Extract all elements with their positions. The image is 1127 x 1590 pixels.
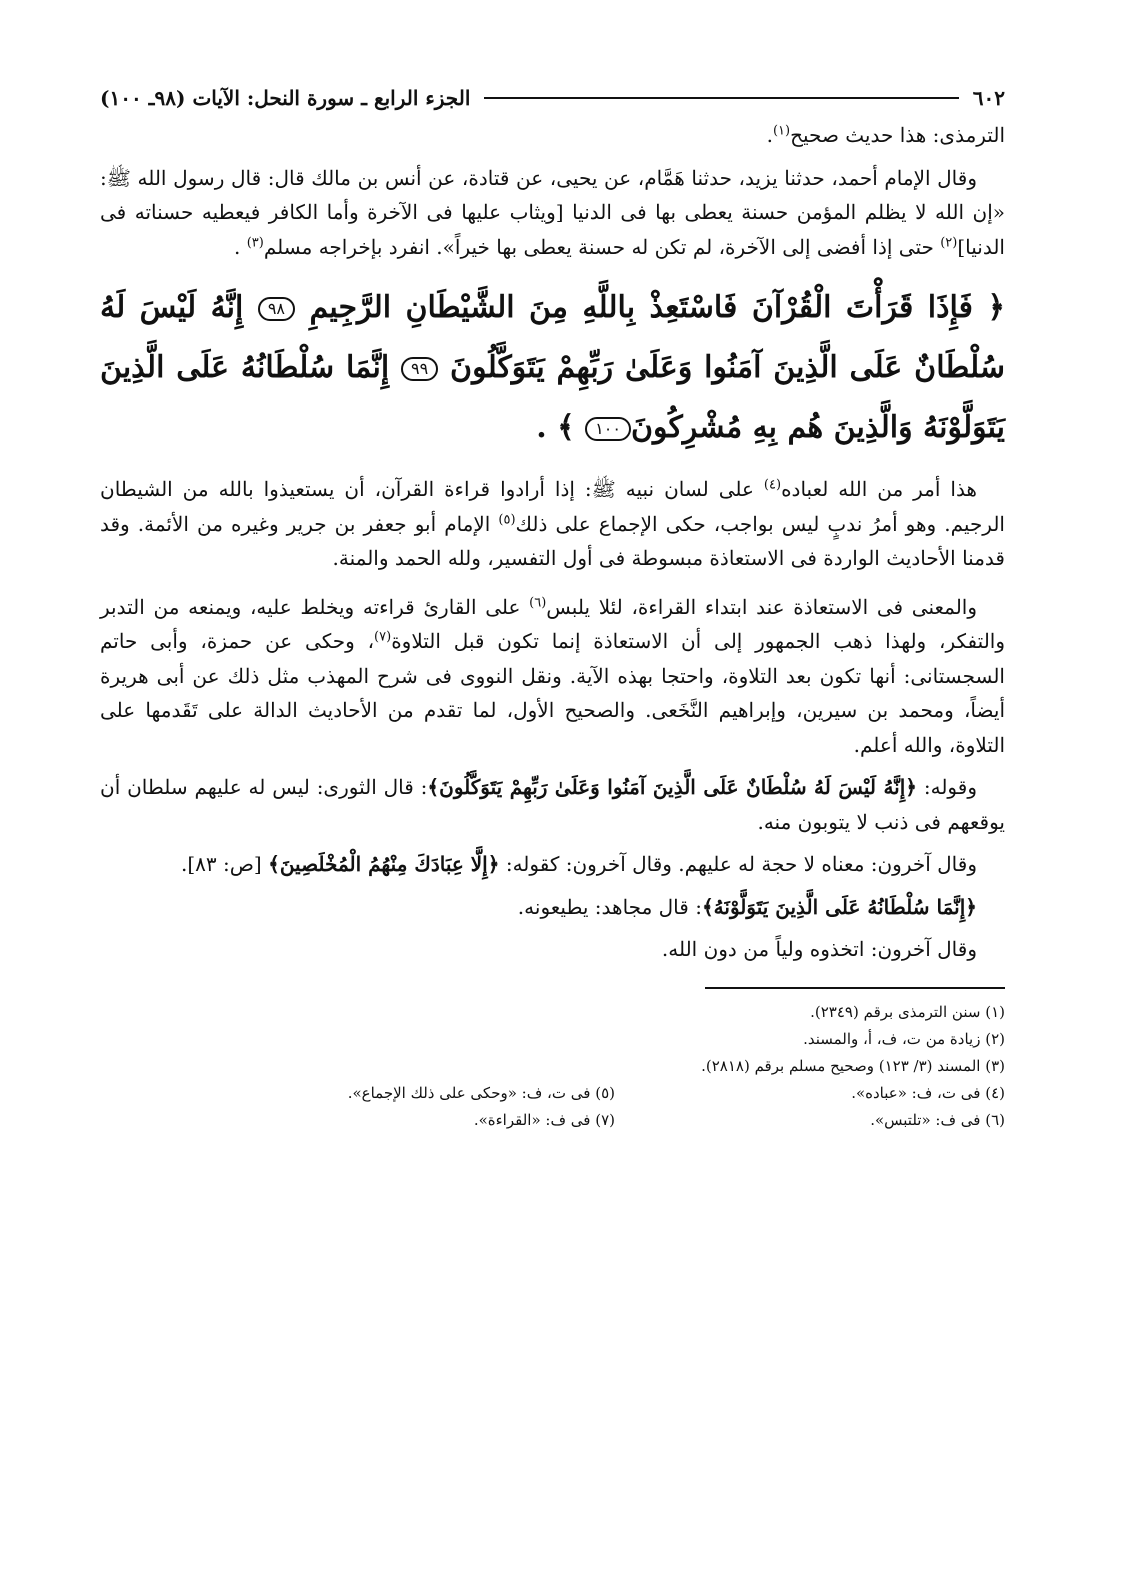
footnote-4: (٤) فى ت، ف: «عباده». xyxy=(851,1083,1005,1102)
ayah-number-98: ٩٨ xyxy=(258,297,295,321)
paragraph-text: والمعنى فى الاستعاذة عند ابتداء القراءة، لئلا يلبس xyxy=(546,594,977,619)
paragraph-command xyxy=(100,472,1005,576)
ayah-number-100: ١٠٠ xyxy=(585,417,631,441)
paragraph-meaning xyxy=(100,590,1005,763)
paragraph-text: الترمذى: هذا حديث صحيح xyxy=(790,123,1005,147)
quran-bracket-open: ﴿ xyxy=(987,290,1006,325)
verse-100: إِنَّمَا سُلْطَانُهُ عَلَى الَّذِينَ يَتَوَلَّوْنَهُ وَالَّذِينَ هُم بِهِ مُشْرِكُونَ xyxy=(100,350,1005,445)
paragraph-thawri xyxy=(100,770,1005,839)
footnote-2: (٢) زيادة من ت، ف، أ، والمسند. xyxy=(803,1029,1005,1048)
running-title: الجزء الرابع ـ سورة النحل: الآيات (٩٨ـ ١٠٠) xyxy=(100,86,471,110)
paragraph-text: وقال آخرون: اتخذوه ولياً من دون الله. xyxy=(661,937,977,961)
paragraph-text: ، وحكى عن حمزة، وأبى حاتم السجستانى: أنها تكون بعد التلاوة، واحتجا بهذه الآية. ونقل النووى فى شرح المهذب مثل ذلك عن أبى هريرة أيضاً، ومحمد بن سيرين، وإبراهيم النَّخَعى. والصحيح الأول، لما تقدم من الأحاديث الدالة على تَقَدمها على التلاوة، والله أعلم. xyxy=(100,629,1005,757)
footnote-1: (١) سنن الترمذى برقم (٢٣٤٩). xyxy=(810,1002,1005,1021)
paragraph-text: على القارئ قراءته ويخلط عليه، ويمنعه من التدبر والتفكر، ولهذا ذهب الجمهور إلى أن الاستعاذة إنما تكون قبل التلاوة xyxy=(100,594,1005,653)
footnote-ref: (٢) xyxy=(940,234,958,250)
paragraph-wali xyxy=(100,932,1005,967)
quran-quote: ﴿إِلَّا عِبَادَكَ مِنْهُمُ الْمُخْلَصِينَ﴾ xyxy=(268,852,500,876)
verse-98: فَإِذَا قَرَأْتَ الْقُرْآنَ فَاسْتَعِذْ بِاللَّهِ مِنَ الشَّيْطَانِ الرَّجِيمِ xyxy=(309,290,973,325)
ayah-number-99: ٩٩ xyxy=(401,357,438,381)
footnote-ref: (٣) xyxy=(246,234,264,250)
footnote-ref: (٦) xyxy=(529,594,547,610)
paragraph-text: : قال الثورى: ليس له عليهم سلطان أن يوقعهم فى ذنب لا يتوبون منه. xyxy=(100,775,1005,834)
paragraph-text: على لسان نبيه ﷺ: إذا أرادوا قراءة القرآن، أن يستعيذوا بالله من الشيطان الرجيم. وهو أمرُ ندبٍ ليس بواجب، حكى الإجماع على ذلك xyxy=(100,477,1005,536)
paragraph-text: وقال آخرون: معناه لا حجة له عليهم. وقال آخرون: كقوله: xyxy=(499,852,977,876)
footnote-6: (٦) فى ف: «تلتبس». xyxy=(870,1110,1005,1129)
quran-verses xyxy=(100,278,1005,458)
footnote-ref: (٧) xyxy=(374,629,392,645)
paragraph-text: . xyxy=(234,234,247,259)
footnotes xyxy=(100,999,1005,1134)
paragraph-text: : قال مجاهد: يطيعونه. xyxy=(517,894,702,919)
quran-quote: ﴿إِنَّمَا سُلْطَانُهُ عَلَى الَّذِينَ يَتَوَلَّوْنَهُ﴾ xyxy=(701,894,977,919)
page-number: ٦٠٢ xyxy=(972,86,1005,110)
footnote-rule xyxy=(705,987,1005,989)
footnote-5: (٥) فى ت، ف: «وحكى على ذلك الإجماع». xyxy=(347,1083,615,1102)
verse-99: إِنَّهُ لَيْسَ لَهُ سُلْطَانٌ عَلَى الَّذِينَ آمَنُوا وَعَلَىٰ رَبِّهِمْ يَتَوَكَّلُونَ xyxy=(100,290,1006,385)
paragraph-text: حتى إذا أفضى إلى الآخرة، لم تكن له حسنة يعطى بها خيراً». انفرد بإخراجه مسلم xyxy=(263,234,941,259)
paragraph-text: . xyxy=(766,123,773,147)
quran-quote: ﴿إِنَّهُ لَيْسَ لَهُ سُلْطَانٌ عَلَى الَّذِينَ آمَنُوا وَعَلَىٰ رَبِّهِمْ يَتَوَكَّلُونَ﴾ xyxy=(427,775,918,799)
paragraph-others xyxy=(100,847,1005,882)
footnote-ref: (١) xyxy=(772,123,791,139)
paragraph-text: هذا أمر من الله لعباده xyxy=(781,477,977,501)
paragraph-text: الإمام أبو جعفر بن جرير وغيره من الأئمة. وقد قدمنا الأحاديث الواردة فى الاستعاذة مبسوطة فى أول التفسير، ولله الحمد والمنة. xyxy=(100,511,1005,570)
paragraph-text: وقال الإمام أحمد، حدثنا يزيد، حدثنا هَمَّام، عن يحيى، عن قتادة، عن أنس بن مالك قال: قال رسول الله ﷺ: «إن الله لا يظلم المؤمن حسنة يعطى بها فى الدنيا [ويثاب عليها فى الآخرة وأما الكافر فيعطيه حسناته فى الدنيا] xyxy=(100,165,1005,259)
footnote-7: (٧) فى ف: «القراءة». xyxy=(473,1110,615,1129)
page-header xyxy=(100,78,1005,118)
paragraph-text: [ص: ٨٣]. xyxy=(181,852,269,876)
footnote-ref: (٤) xyxy=(763,477,782,493)
paragraph-hadith xyxy=(100,161,1005,265)
footnote-ref: (٥) xyxy=(498,511,516,527)
paragraph-mujahid xyxy=(100,890,1005,925)
footnote-3: (٣) المسند (٣/ ١٢٣) وصحيح مسلم برقم (٢٨١٨). xyxy=(701,1056,1005,1075)
page-content xyxy=(100,78,1005,1134)
footnote-row xyxy=(100,1080,1005,1107)
paragraph-text: وقوله: xyxy=(917,775,977,799)
quran-bracket-close: ﴾ . xyxy=(536,410,575,445)
paragraph-tirmidhi xyxy=(100,118,1005,153)
header-rule xyxy=(484,97,958,99)
footnote-row xyxy=(100,1107,1005,1134)
